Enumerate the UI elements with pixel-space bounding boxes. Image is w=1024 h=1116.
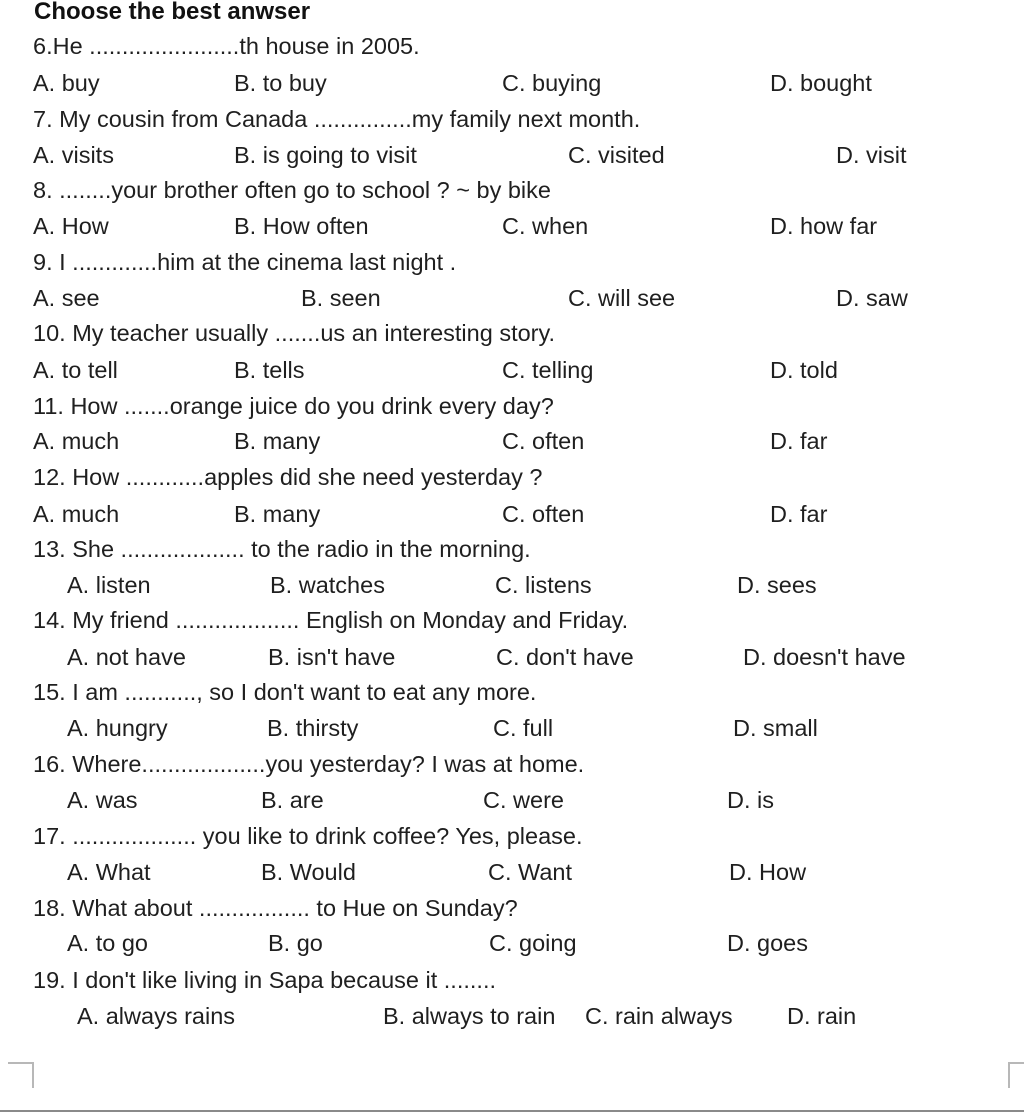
q9-option-c: C. will see [568, 285, 676, 311]
q12-option-d: D. far [770, 501, 828, 527]
q8-option-a: A. How [33, 213, 109, 239]
q13-option-a: A. listen [67, 572, 151, 598]
question-14: 14. My friend ................... English on Monday and Friday. [33, 607, 629, 633]
question-19: 19. I don't like living in Sapa because it ........ [33, 967, 497, 993]
question-9: 9. I .............him at the cinema last night . [33, 249, 457, 275]
q6-option-a: A. buy [33, 70, 100, 96]
q9-option-a: A. see [33, 285, 100, 311]
question-18: 18. What about ................. to Hue on Sunday? [33, 895, 518, 921]
q12-option-c: C. often [502, 501, 585, 527]
q14-option-d: D. doesn't have [743, 644, 906, 670]
question-17: 17. ................... you like to drink coffee? Yes, please. [33, 823, 583, 849]
q13-option-c: C. listens [495, 572, 592, 598]
page-corner-mark-right [1008, 1062, 1024, 1088]
q19-option-b: B. always to rain [383, 1003, 556, 1029]
q15-option-a: A. hungry [67, 715, 168, 741]
q13-option-d: D. sees [737, 572, 817, 598]
question-16: 16. Where...................you yesterday? I was at home. [33, 751, 585, 777]
q10-option-c: C. telling [502, 357, 594, 383]
q8-option-b: B. How often [234, 213, 369, 239]
q11-option-b: B. many [234, 428, 321, 454]
q14-option-a: A. not have [67, 644, 186, 670]
q16-option-b: B. are [261, 787, 324, 813]
q12-option-b: B. many [234, 501, 321, 527]
q15-option-b: B. thirsty [267, 715, 359, 741]
q13-option-b: B. watches [270, 572, 385, 598]
q7-option-c: C. visited [568, 142, 665, 168]
q17-option-d: D. How [729, 859, 807, 885]
q18-option-b: B. go [268, 930, 323, 956]
page-bottom-divider [0, 1110, 1024, 1112]
question-11: 11. How .......orange juice do you drink every day? [33, 393, 554, 419]
question-6: 6.He .......................th house in 2005. [33, 33, 420, 59]
q11-option-d: D. far [770, 428, 828, 454]
q18-option-d: D. goes [727, 930, 808, 956]
q11-option-c: C. often [502, 428, 585, 454]
q14-option-b: B. isn't have [268, 644, 396, 670]
q17-option-c: C. Want [488, 859, 573, 885]
q9-option-d: D. saw [836, 285, 908, 311]
q6-option-b: B. to buy [234, 70, 327, 96]
q19-option-d: D. rain [787, 1003, 857, 1029]
q12-option-a: A. much [33, 501, 120, 527]
question-13: 13. She ................... to the radio in the morning. [33, 536, 531, 562]
question-15: 15. I am ..........., so I don't want to eat any more. [33, 679, 537, 705]
q18-option-c: C. going [489, 930, 577, 956]
q19-option-c: C. rain always [585, 1003, 733, 1029]
q16-option-a: A. was [67, 787, 138, 813]
q19-option-a: A. always rains [77, 1003, 236, 1029]
q6-option-c: C. buying [502, 70, 602, 96]
q7-option-b: B. is going to visit [234, 142, 417, 168]
q7-option-d: D. visit [836, 142, 907, 168]
q17-option-b: B. Would [261, 859, 356, 885]
q16-option-d: D. is [727, 787, 774, 813]
question-12: 12. How ............apples did she need yesterday ? [33, 464, 543, 490]
q10-option-a: A. to tell [33, 357, 118, 383]
q8-option-d: D. how far [770, 213, 878, 239]
q8-option-c: C. when [502, 213, 589, 239]
q17-option-a: A. What [67, 859, 151, 885]
q7-option-a: A. visits [33, 142, 114, 168]
page-title: Choose the best anwser [34, 0, 311, 25]
q10-option-d: D. told [770, 357, 838, 383]
q9-option-b: B. seen [301, 285, 381, 311]
q6-option-d: D. bought [770, 70, 872, 96]
q10-option-b: B. tells [234, 357, 305, 383]
q18-option-a: A. to go [67, 930, 148, 956]
q16-option-c: C. were [483, 787, 564, 813]
q11-option-a: A. much [33, 428, 120, 454]
question-7: 7. My cousin from Canada ...............my family next month. [33, 106, 641, 132]
q14-option-c: C. don't have [496, 644, 634, 670]
page-corner-mark-left [8, 1062, 34, 1088]
question-10: 10. My teacher usually .......us an interesting story. [33, 320, 556, 346]
q15-option-d: D. small [733, 715, 818, 741]
question-8: 8. ........your brother often go to school ? ~ by bike [33, 177, 551, 203]
q15-option-c: C. full [493, 715, 554, 741]
